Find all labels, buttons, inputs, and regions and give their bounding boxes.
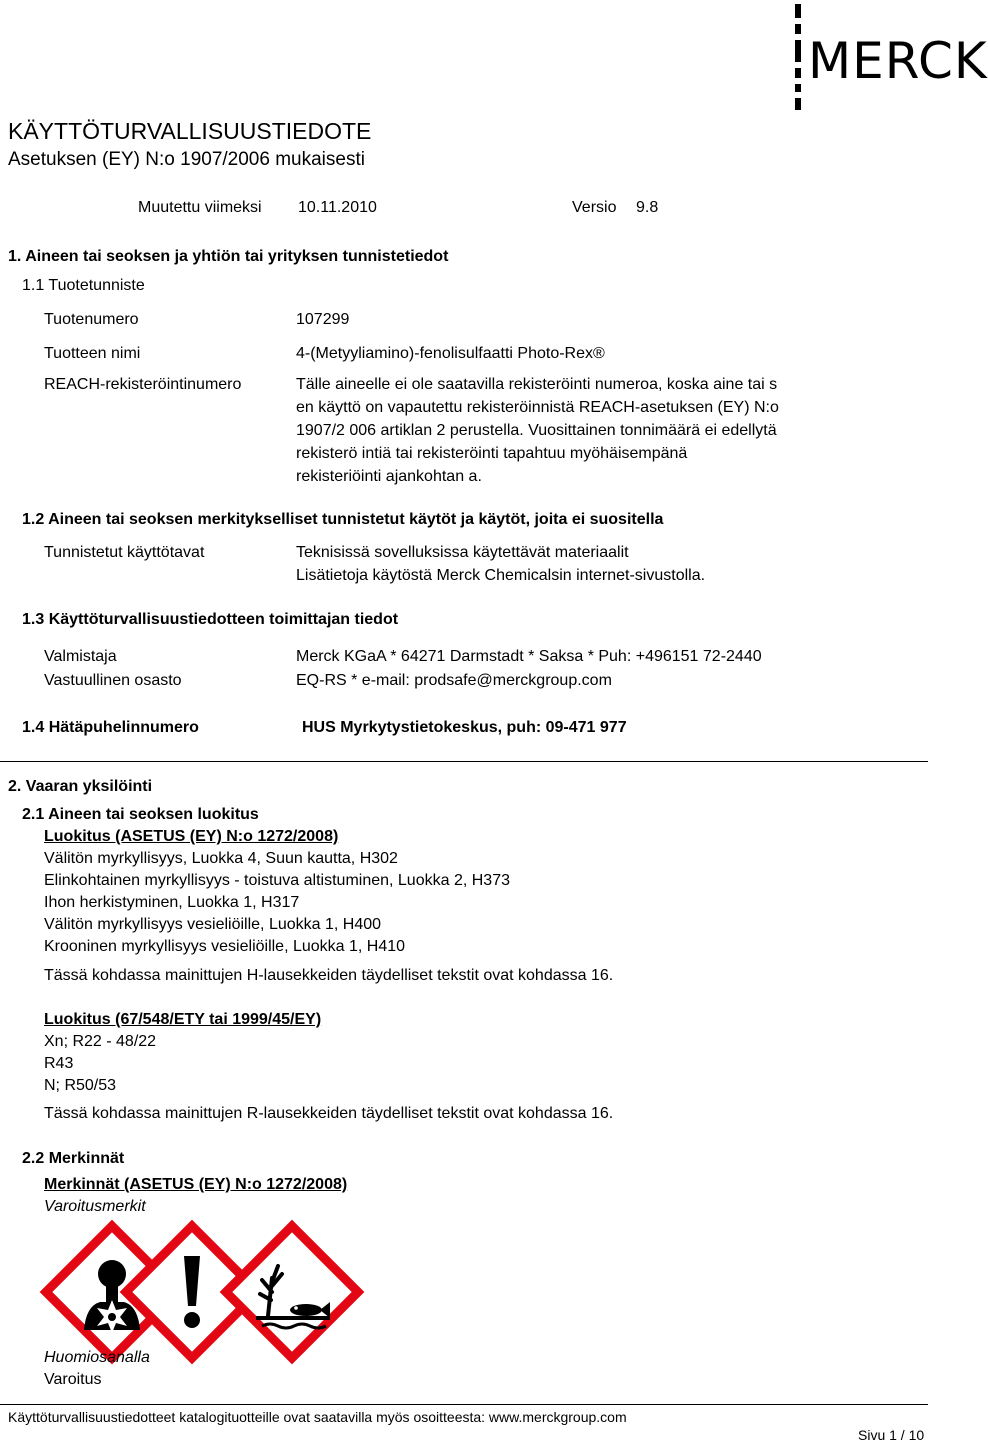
reach-line-5: rekisteriöinti ajankohtan a. [296,468,482,485]
department: EQ-RS * e-mail: prodsafe@merckgroup.com [296,672,612,689]
uses-label: Tunnistetut käyttötavat [44,544,205,561]
product-number: 107299 [296,311,350,328]
emergency-number: HUS Myrkytystietokeskus, puh: 09-471 977 [302,719,627,736]
dsd-item: R43 [44,1055,74,1072]
section-divider [0,761,928,762]
signal-word: Varoitus [44,1371,102,1388]
logo-text: MERCK [808,32,988,90]
section-2-2-title: 2.2 Merkinnät [22,1150,125,1167]
version-label: Versio [572,199,617,216]
labels-title: Merkinnät (ASETUS (EY) N:o 1272/2008) [44,1176,348,1193]
section-2-1-title: 2.1 Aineen tai seoksen luokitus [22,806,259,823]
clp-item: Välitön myrkyllisyys vesieliöille, Luokka 1, H400 [44,916,382,933]
dsd-classification-title: Luokitus (67/548/ETY tai 1999/45/EY) [44,1011,322,1028]
environment-icon [222,1222,362,1362]
reach-line-2: en käyttö on vapautettu rekisteröinnistä REACH-asetuksen (EY) N:o [296,399,779,416]
signal-word-label: Huomiosanalla [44,1349,150,1366]
revised-label: Muutettu viimeksi [138,199,262,216]
reach-line-1: Tälle aineelle ei ole saatavilla rekisteröinti numeroa, koska aine tai s [296,376,778,393]
footer-note: Käyttöturvallisuustiedotteet katalogituotteille ovat saatavilla myös osoitteesta: www.merckgroup.com [8,1409,627,1425]
revised-date: 10.11.2010 [298,199,377,216]
document-title: KÄYTTÖTURVALLISUUSTIEDOTE [8,118,372,144]
reach-line-3: 1907/2 006 artiklan 2 perustella. Vuosittainen tonnimäärä ei edellytä [296,422,777,439]
section-2-title: 2. Vaaran yksilöinti [8,778,153,795]
section-1-3-title: 1.3 Käyttöturvallisuustiedotteen toimittajan tiedot [22,611,399,628]
document-subtitle: Asetuksen (EY) N:o 1907/2006 mukaisesti [8,149,365,170]
clp-note: Tässä kohdassa mainittujen H-lausekkeiden täydelliset tekstit ovat kohdassa 16. [44,967,614,984]
product-number-label: Tuotenumero [44,311,139,328]
pictograms-label: Varoitusmerkit [44,1198,146,1215]
department-label: Vastuullinen osasto [44,672,182,689]
page-number: Sivu 1 / 10 [858,1427,925,1443]
manufacturer-label: Valmistaja [44,648,117,665]
manufacturer: Merck KGaA * 64271 Darmstadt * Saksa * Puh: +496151 72-2440 [296,648,762,665]
section-1-1-title: 1.1 Tuotetunniste [22,277,145,294]
section-1-title: 1. Aineen tai seoksen ja yhtiön tai yrityksen tunnistetiedot [8,248,449,265]
clp-item: Ihon herkistyminen, Luokka 1, H317 [44,894,300,911]
reach-line-4: rekisterö intiä tai rekisteröinti tapahtuu myöhäisempänä [296,445,688,462]
dsd-item: N; R50/53 [44,1077,117,1094]
section-1-4-title: 1.4 Hätäpuhelinnumero [22,719,199,736]
clp-classification-title: Luokitus (ASETUS (EY) N:o 1272/2008) [44,828,339,845]
dsd-item: Xn; R22 - 48/22 [44,1033,157,1050]
footer-divider [0,1404,928,1405]
clp-item: Krooninen myrkyllisyys vesieliöille, Luokka 1, H410 [44,938,406,955]
clp-item: Välitön myrkyllisyys, Luokka 4, Suun kautta, H302 [44,850,398,867]
version-value: 9.8 [636,199,659,216]
dsd-note: Tässä kohdassa mainittujen R-lausekkeiden täydelliset tekstit ovat kohdassa 16. [44,1105,614,1122]
reach-label: REACH-rekisteröintinumero [44,376,242,393]
uses-line-2: Lisätietoja käytöstä Merck Chemicalsin internet-sivustolla. [296,567,706,584]
section-1-2-title: 1.2 Aineen tai seoksen merkitykselliset tunnistetut käytöt ja käytöt, joita ei suositella [22,511,664,528]
clp-item: Elinkohtainen myrkyllisyys - toistuva altistuminen, Luokka 2, H373 [44,872,510,889]
product-name-label: Tuotteen nimi [44,345,141,362]
uses-line-1: Teknisissä sovelluksissa käytettävät materiaalit [296,544,629,561]
product-name: 4-(Metyyliamino)-fenolisulfaatti Photo-Rex® [296,345,605,362]
